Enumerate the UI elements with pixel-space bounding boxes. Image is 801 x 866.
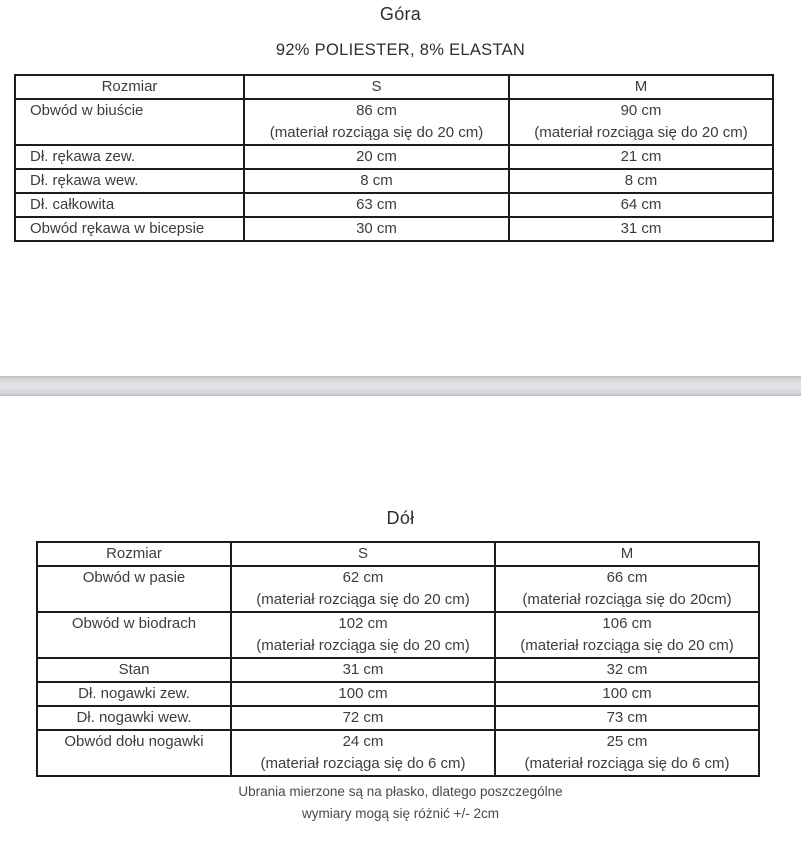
table-row xyxy=(37,658,759,682)
value-cell: 21 cm xyxy=(509,145,773,169)
value-cell: 100 cm xyxy=(495,682,759,706)
row-label: Stan xyxy=(37,658,231,682)
table-row xyxy=(37,682,759,706)
value-cell xyxy=(495,566,759,612)
value-cell: 73 cm xyxy=(495,706,759,730)
measurement-disclaimer xyxy=(0,781,801,825)
gora-title: Góra xyxy=(379,4,422,24)
value-cell: 64 cm xyxy=(509,193,773,217)
disclaimer-line-2: wymiary mogą się różnić +/- 2cm xyxy=(302,806,499,821)
table-row xyxy=(37,706,759,730)
value: 86 cm xyxy=(356,102,397,119)
value-cell xyxy=(509,99,773,145)
stretch-note: (materiał rozciąga się do 20 cm) xyxy=(269,124,484,141)
value-cell: 100 cm xyxy=(231,682,495,706)
value: 90 cm xyxy=(620,102,662,119)
value-cell: 72 cm xyxy=(231,706,495,730)
stretch-note: (materiał rozciąga się do 20cm) xyxy=(522,591,732,608)
value-cell: 8 cm xyxy=(244,169,509,193)
value-cell: 63 cm xyxy=(244,193,509,217)
table-row xyxy=(37,730,759,776)
header-size-m: M xyxy=(509,75,773,99)
table-row xyxy=(37,566,759,612)
header-rozmiar: Rozmiar xyxy=(37,542,231,566)
gora-size-table xyxy=(14,74,774,242)
stretch-note: (materiał rozciąga się do 6 cm) xyxy=(524,755,730,772)
row-label: Dł. nogawki zew. xyxy=(37,682,231,706)
disclaimer-line-1: Ubrania mierzone są na płasko, dlatego poszczególne xyxy=(238,784,563,799)
header-size-s: S xyxy=(231,542,495,566)
table-header-row xyxy=(37,542,759,566)
dol-size-table xyxy=(36,541,760,777)
gora-section xyxy=(0,2,801,242)
value-cell xyxy=(495,612,759,658)
header-rozmiar: Rozmiar xyxy=(15,75,244,99)
value: 106 cm xyxy=(602,615,652,632)
table-header-row xyxy=(15,75,773,99)
row-label: Obwód w biodrach xyxy=(37,612,231,658)
value-cell: 31 cm xyxy=(509,217,773,241)
value: 25 cm xyxy=(606,733,648,750)
value: 62 cm xyxy=(342,569,384,586)
value-cell: 8 cm xyxy=(509,169,773,193)
row-label: Dł. rękawa wew. xyxy=(15,169,244,193)
value: 66 cm xyxy=(606,569,648,586)
header-size-m: M xyxy=(495,542,759,566)
value-cell xyxy=(231,730,495,776)
value-cell: 31 cm xyxy=(231,658,495,682)
value-cell: 30 cm xyxy=(244,217,509,241)
row-label: Obwód w pasie xyxy=(37,566,231,612)
table-row xyxy=(37,612,759,658)
row-label: Obwód rękawa w bicepsie xyxy=(15,217,244,241)
row-label: Obwód w biuście xyxy=(15,99,244,145)
row-label: Obwód dołu nogawki xyxy=(37,730,231,776)
row-label: Dł. nogawki wew. xyxy=(37,706,231,730)
dol-section xyxy=(0,506,801,825)
row-label: Dł. rękawa zew. xyxy=(15,145,244,169)
value-cell xyxy=(495,730,759,776)
stretch-note: (materiał rozciąga się do 6 cm) xyxy=(260,755,466,772)
material-composition: 92% POLIESTER, 8% ELASTAN xyxy=(275,41,526,59)
value-cell xyxy=(231,566,495,612)
stretch-note: (materiał rozciąga się do 20 cm) xyxy=(256,591,470,608)
value-cell xyxy=(244,99,509,145)
value-cell: 20 cm xyxy=(244,145,509,169)
header-size-s: S xyxy=(244,75,509,99)
row-label: Dł. całkowita xyxy=(15,193,244,217)
dol-title: Dół xyxy=(386,508,415,528)
value-cell: 32 cm xyxy=(495,658,759,682)
value-cell xyxy=(231,612,495,658)
stretch-note: (materiał rozciąga się do 20 cm) xyxy=(256,637,470,654)
value: 102 cm xyxy=(338,615,388,632)
stretch-note: (materiał rozciąga się do 20 cm) xyxy=(520,637,734,654)
value: 24 cm xyxy=(342,733,384,750)
table-row xyxy=(15,193,773,217)
stretch-note: (materiał rozciąga się do 20 cm) xyxy=(534,124,748,141)
page-break-divider xyxy=(0,376,801,396)
table-row xyxy=(15,99,773,145)
table-row xyxy=(15,145,773,169)
table-row xyxy=(15,217,773,241)
table-row xyxy=(15,169,773,193)
